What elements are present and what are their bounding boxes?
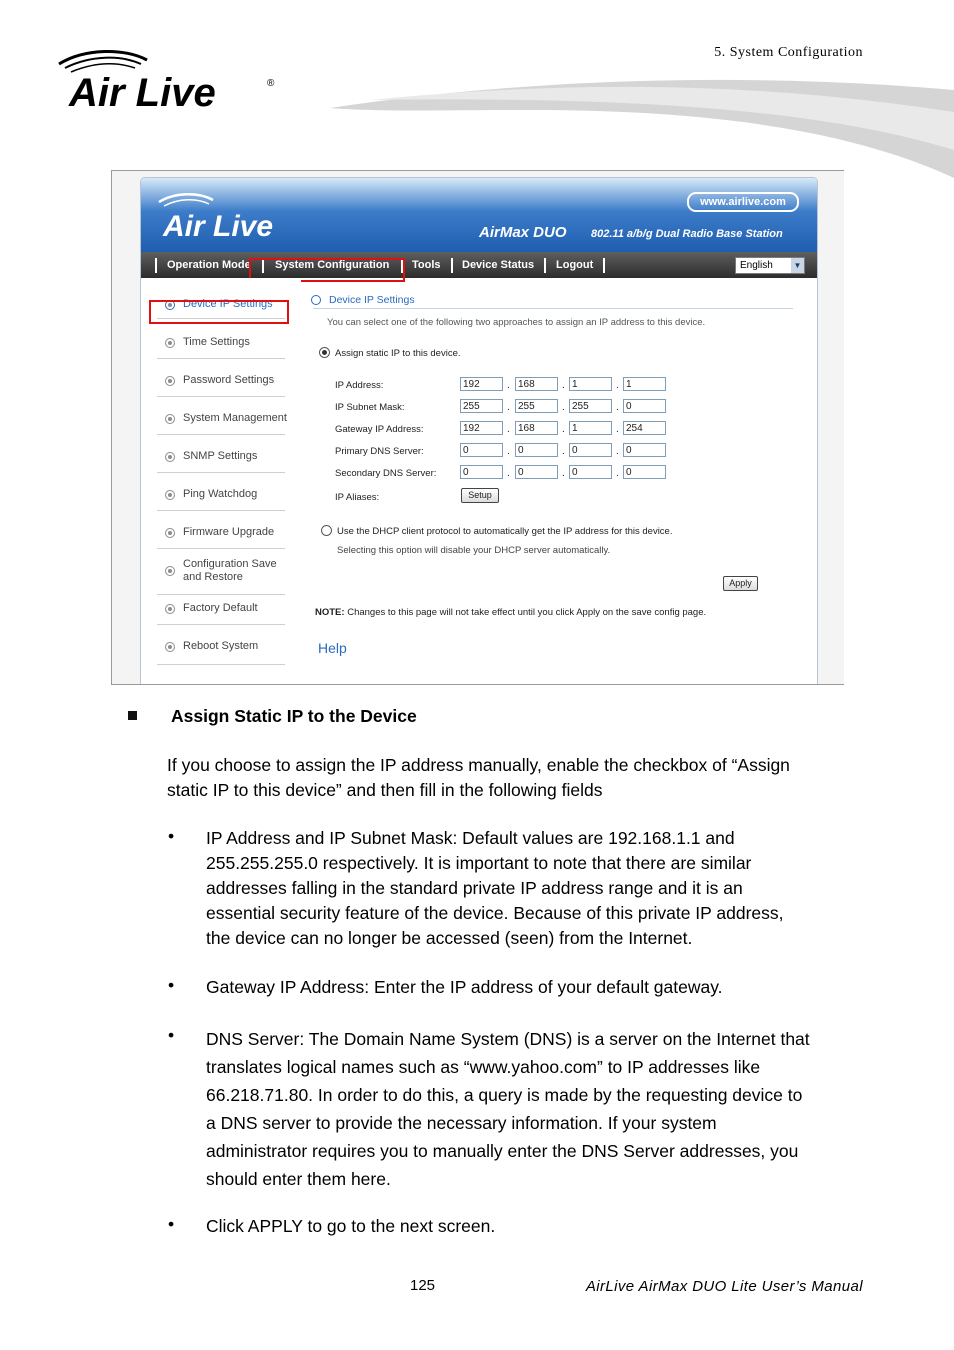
secondary-dns-octet-4[interactable]: 0: [623, 465, 666, 479]
nav-operation-mode[interactable]: Operation Mode: [167, 259, 251, 271]
secondary-dns-octet-3[interactable]: 0: [569, 465, 612, 479]
product-subtitle: 802.11 a/b/g Dual Radio Base Station: [591, 228, 783, 240]
manual-title: AirLive AirMax DUO Lite User’s Manual: [585, 1278, 863, 1295]
dot-separator: .: [507, 402, 510, 413]
section-icon: [311, 295, 321, 305]
bullet-line: IP Address and IP Subnet Mask: Default values are 192.168.1.1 and: [206, 828, 735, 848]
chapter-heading: 5. System Configuration: [714, 45, 863, 60]
sidebar-item-label: SNMP Settings: [183, 450, 258, 462]
sidebar-item-ping-watchdog[interactable]: [157, 488, 285, 511]
intro-line: static IP to this device” and then fill in the following fields: [167, 780, 603, 800]
sidebar-item-snmp[interactable]: [157, 450, 285, 473]
dot-separator: .: [507, 468, 510, 479]
bullet-apply: [206, 1214, 495, 1239]
bullet-line: addresses falling in the standard private IP address range and it is an: [206, 878, 743, 898]
dot-separator: .: [562, 446, 565, 457]
ip-aliases-label: IP Aliases:: [335, 492, 380, 503]
note-body: Changes to this page will not take effect until you click Apply on the save config page.: [344, 607, 707, 618]
nav-logout[interactable]: Logout: [556, 259, 594, 271]
dhcp-label: Use the DHCP client protocol to automatically get the IP address for this device.: [337, 526, 673, 537]
note-prefix: NOTE:: [315, 607, 345, 618]
dot-separator: .: [562, 468, 565, 479]
app-header: [141, 178, 817, 252]
bullet-line: 255.255.255.0 respectively. It is important to note that there are similar: [206, 853, 752, 873]
airlive-logo: [55, 46, 285, 112]
sidebar-item-label: Factory Default: [183, 602, 258, 614]
nav-tools[interactable]: Tools: [412, 259, 441, 271]
section-title: Device IP Settings: [329, 294, 415, 306]
settings-panel: [303, 278, 817, 685]
sidebar-item-label: Configuration Save: [183, 558, 277, 570]
bullet-icon: [165, 566, 175, 576]
bullet-dot-icon: •: [168, 975, 175, 995]
ip-address-octet-4[interactable]: 1: [623, 377, 666, 391]
gateway-octet-1[interactable]: 192: [460, 421, 503, 435]
app-window: [140, 177, 818, 685]
primary-dns-octet-2[interactable]: 0: [515, 443, 558, 457]
bullet-icon: [165, 642, 175, 652]
nav-separator: [155, 258, 157, 273]
sidebar-item-time[interactable]: [157, 336, 285, 359]
divider: [313, 308, 793, 309]
subnet-mask-octet-2[interactable]: 255: [515, 399, 558, 413]
bullet-ip-address: [206, 826, 784, 951]
bullet-icon: [165, 376, 175, 386]
intro-line: If you choose to assign the IP address manually, enable the checkbox of “Assign: [167, 755, 790, 775]
bullet-icon: [165, 414, 175, 424]
nav-separator: [451, 258, 453, 273]
ip-address-octet-2[interactable]: 168: [515, 377, 558, 391]
subnet-mask-label: IP Subnet Mask:: [335, 402, 405, 413]
app-logo: [155, 190, 315, 244]
bullet-line: a DNS server to provide the necessary information. If your system: [206, 1113, 717, 1133]
bullet-icon: [165, 490, 175, 500]
gateway-octet-2[interactable]: 168: [515, 421, 558, 435]
bullet-dot-icon: •: [168, 1214, 175, 1234]
dot-separator: .: [507, 424, 510, 435]
subnet-mask-octet-3[interactable]: 255: [569, 399, 612, 413]
ip-address-label: IP Address:: [335, 380, 384, 391]
gateway-octet-3[interactable]: 1: [569, 421, 612, 435]
language-select[interactable]: [735, 257, 805, 274]
gateway-label: Gateway IP Address:: [335, 424, 424, 435]
product-name: AirMax DUO: [479, 224, 567, 241]
bullet-line: DNS Server: The Domain Name System (DNS) is a server on the Internet that: [206, 1029, 810, 1049]
bullet-line: the device can no longer be accessed (seen) from the Internet.: [206, 928, 693, 948]
sidebar-item-password[interactable]: [157, 374, 285, 397]
nav-device-status[interactable]: Device Status: [462, 259, 535, 271]
apply-button[interactable]: Apply: [723, 576, 758, 591]
site-link[interactable]: www.airlive.com: [687, 192, 799, 212]
page-number: 125: [410, 1277, 436, 1294]
dot-separator: .: [616, 380, 619, 391]
logo-text: Air Live: [69, 71, 216, 112]
section-title: Assign Static IP to the Device: [171, 706, 417, 726]
primary-dns-octet-4[interactable]: 0: [623, 443, 666, 457]
dot-separator: .: [507, 446, 510, 457]
nav-system-configuration[interactable]: System Configuration: [275, 259, 390, 271]
ip-address-octet-1[interactable]: 192: [460, 377, 503, 391]
dot-separator: .: [562, 402, 565, 413]
dhcp-radio[interactable]: [321, 525, 332, 536]
bullet-icon: [165, 604, 175, 614]
gateway-octet-4[interactable]: 254: [623, 421, 666, 435]
sidebar-item-label: Firmware Upgrade: [183, 526, 275, 538]
bullet-icon: [165, 452, 175, 462]
sidebar-item-factory-default[interactable]: [157, 602, 285, 625]
setup-button[interactable]: Setup: [461, 488, 499, 503]
bullet-line: Click APPLY to go to the next screen.: [206, 1216, 496, 1236]
ui-screenshot: [111, 170, 844, 685]
dot-separator: .: [616, 402, 619, 413]
secondary-dns-octet-2[interactable]: 0: [515, 465, 558, 479]
sidebar-item-reboot[interactable]: [157, 640, 285, 665]
dot-separator: .: [507, 380, 510, 391]
sidebar: [141, 278, 301, 685]
sidebar-item-label: Reboot System: [183, 640, 259, 652]
svg-text:Air Live: Air Live: [163, 210, 274, 243]
secondary-dns-octet-1[interactable]: 0: [460, 465, 503, 479]
bullet-line: 66.218.71.80. In order to do this, a query is made by the requesting device to: [206, 1085, 803, 1105]
bullet-line: translates logical names such as “www.yahoo.com” to IP addresses like: [206, 1057, 761, 1077]
bullet-line: should enter them here.: [206, 1169, 391, 1189]
nav-separator: [603, 258, 605, 273]
ip-address-octet-3[interactable]: 1: [569, 377, 612, 391]
top-nav: [141, 252, 817, 278]
bullet-dot-icon: •: [168, 1025, 175, 1045]
bullet-line: administrator requires you to manually enter the DNS Server addresses, you: [206, 1141, 799, 1161]
dhcp-note: Selecting this option will disable your DHCP server automatically.: [337, 545, 611, 556]
dot-separator: .: [616, 446, 619, 457]
language-value: English: [740, 260, 773, 271]
dot-separator: .: [562, 380, 565, 391]
bullet-icon: [165, 338, 175, 348]
sidebar-item-firmware[interactable]: [157, 526, 285, 549]
intro-paragraph: [167, 753, 790, 803]
sidebar-item-label: Device IP Settings: [183, 298, 273, 310]
highlight-box-sidebar: [149, 300, 289, 324]
bullet-line: essential security feature of the device. Because of this private IP address,: [206, 903, 784, 923]
sidebar-item-label: and Restore: [183, 571, 243, 583]
bullet-dot-icon: •: [168, 826, 175, 846]
svg-text:®: ®: [267, 78, 275, 89]
intro-text: You can select one of the following two approaches to assign an IP address to this device.: [327, 317, 706, 328]
sidebar-item-label: Ping Watchdog: [183, 488, 258, 500]
static-ip-label: Assign static IP to this device.: [335, 348, 461, 359]
bullet-icon: [165, 528, 175, 538]
bullet-dns: [206, 1025, 810, 1193]
primary-dns-label: Primary DNS Server:: [335, 446, 424, 457]
subnet-mask-octet-4[interactable]: 0: [623, 399, 666, 413]
static-ip-radio[interactable]: [319, 347, 330, 358]
note-text: [315, 607, 706, 618]
dot-separator: .: [562, 424, 565, 435]
section-bullet-icon: [128, 711, 137, 720]
sidebar-item-label: Time Settings: [183, 336, 250, 348]
bullet-line: Gateway IP Address: Enter the IP address of your default gateway.: [206, 977, 723, 997]
sidebar-item-config-save[interactable]: [157, 558, 285, 595]
sidebar-item-system-management[interactable]: [157, 412, 285, 435]
nav-separator: [544, 258, 546, 273]
dot-separator: .: [616, 424, 619, 435]
bullet-gateway: [206, 975, 723, 1000]
sidebar-item-label: System Management: [183, 412, 287, 424]
help-link[interactable]: Help: [318, 640, 347, 656]
primary-dns-octet-1[interactable]: 0: [460, 443, 503, 457]
dot-separator: .: [616, 468, 619, 479]
sidebar-item-label: Password Settings: [183, 374, 275, 386]
secondary-dns-label: Secondary DNS Server:: [335, 468, 437, 479]
chevron-down-icon[interactable]: ▼: [791, 258, 804, 273]
subnet-mask-octet-1[interactable]: 255: [460, 399, 503, 413]
primary-dns-octet-3[interactable]: 0: [569, 443, 612, 457]
